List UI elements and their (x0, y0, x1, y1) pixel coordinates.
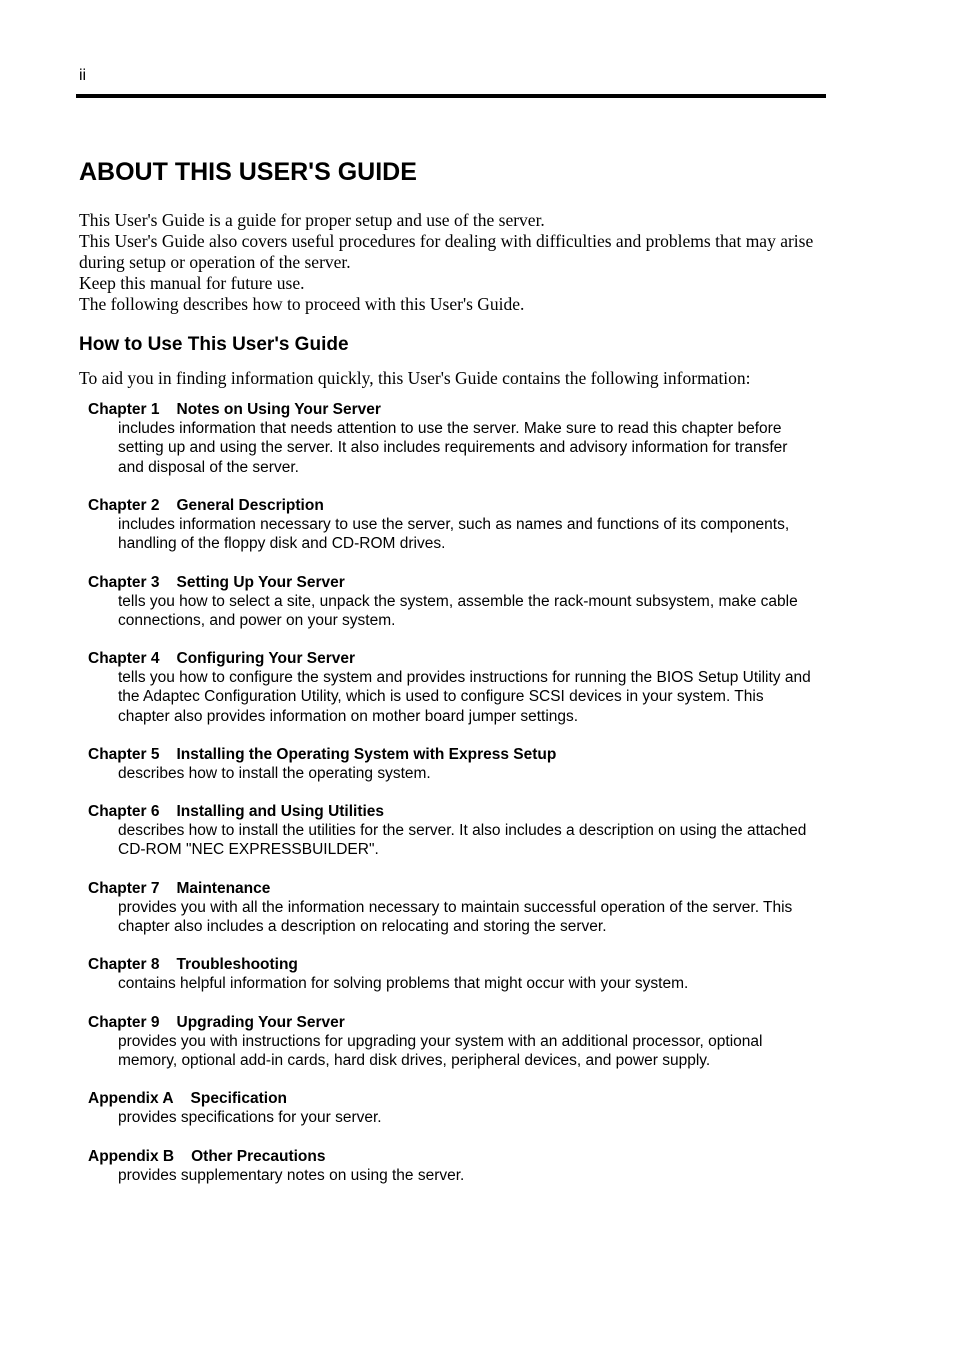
section-lead: To aid you in finding information quickly, this User's Guide contains the following information: (79, 368, 751, 388)
chapter-description: provides specifications for your server. (118, 1109, 382, 1127)
chapter-heading (88, 802, 818, 821)
chapter-heading (88, 400, 818, 419)
chapter-number: Chapter 3 (88, 574, 160, 591)
chapter-number: Chapter 2 (88, 497, 160, 514)
chapter-description: includes information that needs attention to use the server. Make sure to read this chapter before setting up and using the server. It also includes requirements and advisory information for transfer and disposal of the server. (118, 420, 788, 476)
chapter-entry-4 (88, 649, 818, 726)
chapter-entry-9 (88, 1013, 818, 1071)
chapter-entry-8 (88, 955, 818, 993)
chapter-number: Appendix A (88, 1090, 174, 1107)
chapter-number: Chapter 9 (88, 1014, 160, 1031)
chapter-entry-1 (88, 400, 818, 477)
chapter-entry-3 (88, 573, 818, 631)
chapter-number: Chapter 8 (88, 956, 160, 973)
chapter-description: describes how to install the operating system. (118, 765, 431, 783)
chapter-description: tells you how to configure the system and provides instructions for running the BIOS Setup Utility and the Adaptec Configuration Utility, which is used to configure SCSI devices in your system. This chapter also provides information on mother board jumper settings. (118, 669, 811, 725)
chapter-heading (88, 1089, 818, 1108)
chapter-description: provides you with all the information necessary to maintain successful operation of the server. This chapter also includes a description on relocating and storing the server. (118, 899, 793, 936)
chapter-description: provides you with instructions for upgrading your system with an additional processor, optional memory, optional add-in cards, hard disk drives, peripheral devices, and power supply. (118, 1033, 763, 1070)
chapter-title: Setting Up Your Server (176, 574, 345, 591)
chapter-heading (88, 1013, 818, 1032)
chapter-number: Chapter 1 (88, 401, 160, 418)
appendix-entry-a (88, 1089, 818, 1127)
chapter-title: Other Precautions (191, 1148, 326, 1165)
chapter-number: Chapter 7 (88, 880, 160, 897)
chapter-number: Appendix B (88, 1148, 175, 1165)
chapter-title: Specification (190, 1090, 288, 1107)
chapter-description: tells you how to select a site, unpack the system, assemble the rack-mount subsystem, make cable connections, and power on your system. (118, 593, 798, 630)
intro-paragraph: This User's Guide also covers useful procedures for dealing with difficulties and problems that may arise during setup or operation of the server. (79, 231, 814, 272)
chapter-title: Configuring Your Server (176, 650, 356, 667)
chapter-description: provides supplementary notes on using the server. (118, 1167, 465, 1185)
chapter-title: Installing and Using Utilities (176, 803, 385, 820)
chapter-description: describes how to install the utilities for the server. It also includes a description on using the attached CD-ROM "NEC EXPRESSBUILDER". (118, 822, 807, 859)
chapter-heading (88, 879, 818, 898)
chapter-entry-5 (88, 745, 818, 783)
intro-paragraph: This User's Guide is a guide for proper setup and use of the server. (79, 210, 545, 230)
chapter-heading (88, 649, 818, 668)
chapter-title: Upgrading Your Server (176, 1014, 345, 1031)
chapter-description: contains helpful information for solving problems that might occur with your system. (118, 975, 689, 993)
page-number: ii (79, 67, 87, 84)
chapter-number: Chapter 4 (88, 650, 160, 667)
page-title: ABOUT THIS USER'S GUIDE (79, 158, 417, 186)
appendix-entry-b (88, 1147, 818, 1185)
chapter-title: General Description (176, 497, 324, 514)
intro-text (79, 210, 824, 315)
intro-paragraph: The following describes how to proceed with this User's Guide. (79, 294, 525, 314)
chapter-heading (88, 496, 818, 515)
chapter-heading (88, 573, 818, 592)
chapter-title: Maintenance (176, 880, 271, 897)
section-title: How to Use This User's Guide (79, 334, 349, 355)
chapter-number: Chapter 5 (88, 746, 160, 763)
chapter-description: includes information necessary to use the server, such as names and functions of its components, handling of the floppy disk and CD-ROM drives. (118, 516, 790, 553)
chapter-number: Chapter 6 (88, 803, 160, 820)
chapter-entry-2 (88, 496, 818, 554)
chapter-heading (88, 1147, 818, 1166)
chapter-entry-6 (88, 802, 818, 860)
chapter-heading (88, 745, 818, 764)
intro-paragraph: Keep this manual for future use. (79, 273, 305, 293)
header-rule (76, 94, 826, 98)
chapter-title: Troubleshooting (176, 956, 298, 973)
chapter-title: Installing the Operating System with Express Setup (176, 746, 557, 763)
chapter-title: Notes on Using Your Server (176, 401, 381, 418)
chapter-heading (88, 955, 818, 974)
chapter-entry-7 (88, 879, 818, 937)
